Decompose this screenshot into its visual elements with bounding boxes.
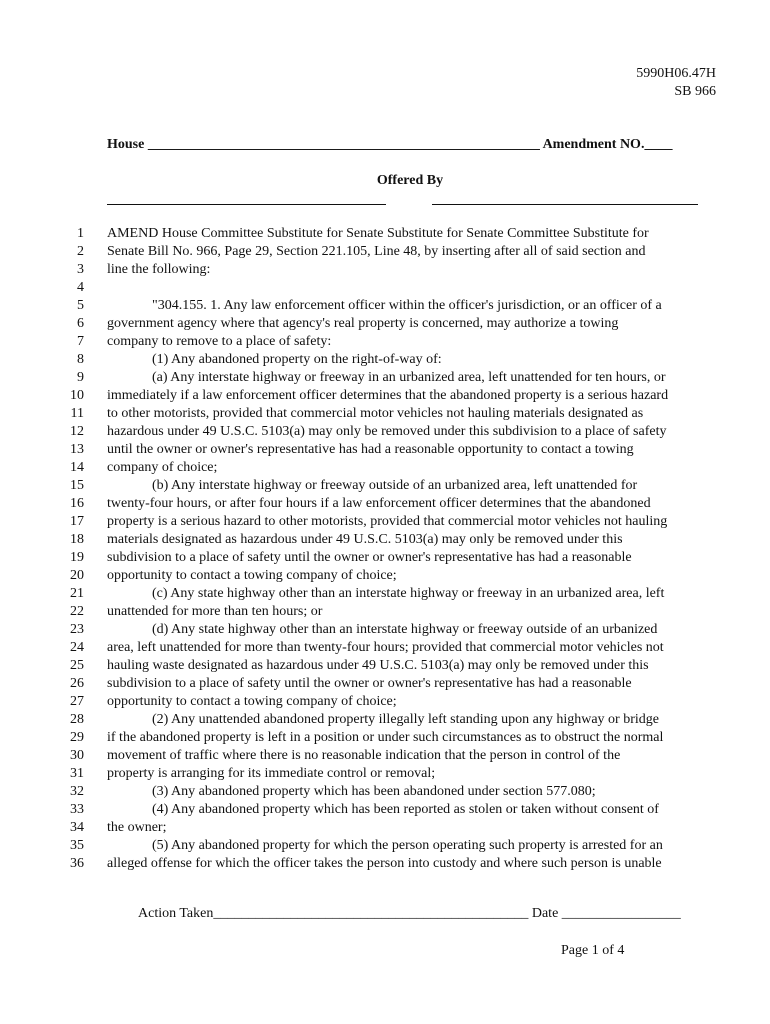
- text-line: [0, 585, 770, 603]
- text-line: [0, 837, 770, 855]
- line-number: 19: [70, 550, 84, 565]
- line-number: 6: [77, 316, 84, 331]
- line-number: 17: [70, 514, 84, 529]
- text-line: [0, 531, 770, 549]
- text-line: [0, 639, 770, 657]
- line-text: company of choice;: [107, 460, 218, 475]
- text-line: [0, 513, 770, 531]
- line-number: 28: [70, 712, 84, 727]
- line-number: 25: [70, 658, 84, 673]
- text-line: [0, 819, 770, 837]
- line-text: opportunity to contact a towing company of choice;: [107, 694, 397, 709]
- line-text: company to remove to a place of safety:: [107, 334, 332, 349]
- line-text: to other motorists, provided that commercial motor vehicles not hauling materials designated as: [107, 406, 644, 421]
- line-text: movement of traffic where there is no reasonable indication that the person in control of the: [107, 748, 621, 763]
- line-text: twenty-four hours, or after four hours if a law enforcement officer determines that the abandoned: [107, 496, 651, 511]
- line-text: alleged offense for which the officer takes the person into custody and where such person is unable: [107, 856, 662, 871]
- line-number: 11: [70, 406, 84, 421]
- line-number: 30: [70, 748, 84, 763]
- line-text: until the owner or owner's representative has had a reasonable opportunity to contact a towing: [107, 442, 634, 457]
- line-number: 24: [70, 640, 84, 655]
- offered-by-label: Offered By: [376, 173, 444, 188]
- text-line: [0, 711, 770, 729]
- offered-by-signature-line-right: [432, 204, 698, 205]
- line-text: (a) Any interstate highway or freeway in an urbanized area, left unattended for ten hours, or: [152, 370, 666, 385]
- line-text: property is arranging for its immediate control or removal;: [107, 766, 436, 781]
- line-number: 32: [70, 784, 84, 799]
- line-text: subdivision to a place of safety until the owner or owner's representative has had a reasonable: [107, 676, 632, 691]
- text-line: [0, 603, 770, 621]
- text-line: [0, 675, 770, 693]
- line-number: 18: [70, 532, 84, 547]
- bill-code-block: [636, 65, 716, 101]
- text-line: [0, 369, 770, 387]
- line-text: the owner;: [107, 820, 167, 835]
- line-text: (5) Any abandoned property for which the person operating such property is arrested for an: [152, 838, 663, 853]
- line-text: (4) Any abandoned property which has been reported as stolen or taken without consent of: [152, 802, 659, 817]
- line-number: 5: [77, 298, 84, 313]
- line-number: 34: [70, 820, 84, 835]
- line-text: materials designated as hazardous under 49 U.S.C. 5103(a) may only be removed under this: [107, 532, 623, 547]
- amendment-text: [0, 225, 770, 873]
- page-number: Page 1 of 4: [561, 943, 625, 958]
- line-number: 2: [77, 244, 84, 259]
- text-line: [0, 747, 770, 765]
- line-number: 35: [70, 838, 84, 853]
- text-line: [0, 333, 770, 351]
- line-text: area, left unattended for more than twenty-four hours; provided that commercial motor vehicles not: [107, 640, 664, 655]
- text-line: [0, 855, 770, 873]
- line-text: (1) Any abandoned property on the right-of-way of:: [152, 352, 442, 367]
- line-text: opportunity to contact a towing company of choice;: [107, 568, 397, 583]
- line-number: 31: [70, 766, 84, 781]
- line-text: hauling waste designated as hazardous under 49 U.S.C. 5103(a) may only be removed under this: [107, 658, 649, 673]
- text-line: [0, 387, 770, 405]
- line-text: property is a serious hazard to other motorists, provided that commercial motor vehicles not hauling: [107, 514, 668, 529]
- line-number: 3: [77, 262, 84, 277]
- offered-by-signature-line-left: [107, 204, 386, 205]
- text-line: [0, 621, 770, 639]
- text-line: [0, 243, 770, 261]
- line-text: unattended for more than ten hours; or: [107, 604, 323, 619]
- text-line: [0, 225, 770, 243]
- text-line: [0, 261, 770, 279]
- text-line: [0, 279, 770, 297]
- line-text: (d) Any state highway other than an interstate highway or freeway outside of an urbanized: [152, 622, 658, 637]
- bill-code: 5990H06.47H: [636, 66, 716, 81]
- line-number: 10: [70, 388, 84, 403]
- line-number: 12: [70, 424, 84, 439]
- text-line: [0, 729, 770, 747]
- line-number: 20: [70, 568, 84, 583]
- text-line: [0, 765, 770, 783]
- text-line: [0, 315, 770, 333]
- text-line: [0, 441, 770, 459]
- line-number: 9: [77, 370, 84, 385]
- line-number: 26: [70, 676, 84, 691]
- text-line: [0, 693, 770, 711]
- line-number: 36: [70, 856, 84, 871]
- line-text: AMEND House Committee Substitute for Senate Substitute for Senate Committee Substitute for: [107, 226, 649, 241]
- line-text: immediately if a law enforcement officer determines that the abandoned property is a serious hazard: [107, 388, 669, 403]
- line-text: (c) Any state highway other than an interstate highway or freeway in an urbanized area, left: [152, 586, 665, 601]
- house-amendment-line: House ________________________________________________________ Amendment NO.____: [107, 137, 673, 152]
- line-number: 4: [77, 280, 84, 295]
- line-number: 7: [77, 334, 84, 349]
- line-text: hazardous under 49 U.S.C. 5103(a) may only be removed under this subdivision to a place of safety: [107, 424, 667, 439]
- text-line: [0, 495, 770, 513]
- text-line: [0, 459, 770, 477]
- text-line: [0, 351, 770, 369]
- text-line: [0, 423, 770, 441]
- text-line: [0, 549, 770, 567]
- line-number: 8: [77, 352, 84, 367]
- line-text: line the following:: [107, 262, 211, 277]
- line-number: 13: [70, 442, 84, 457]
- line-number: 1: [77, 226, 84, 241]
- line-text: (3) Any abandoned property which has been abandoned under section 577.080;: [152, 784, 596, 799]
- line-number: 14: [70, 460, 84, 475]
- bill-number: SB 966: [674, 84, 716, 99]
- text-line: [0, 657, 770, 675]
- action-taken-line: Action Taken_____________________________________________ Date _________________: [138, 906, 681, 921]
- line-number: 27: [70, 694, 84, 709]
- text-line: [0, 567, 770, 585]
- line-text: "304.155. 1. Any law enforcement officer within the officer's jurisdiction, or an officer of a: [152, 298, 662, 313]
- line-text: if the abandoned property is left in a position or under such circumstances as to obstruct the normal: [107, 730, 664, 745]
- text-line: [0, 783, 770, 801]
- line-text: (b) Any interstate highway or freeway outside of an urbanized area, left unattended for: [152, 478, 638, 493]
- line-text: subdivision to a place of safety until the owner or owner's representative has had a reasonable: [107, 550, 632, 565]
- text-line: [0, 801, 770, 819]
- text-line: [0, 405, 770, 423]
- line-number: 21: [70, 586, 84, 601]
- line-text: Senate Bill No. 966, Page 29, Section 221.105, Line 48, by inserting after all of said section and: [107, 244, 646, 259]
- line-number: 23: [70, 622, 84, 637]
- line-number: 15: [70, 478, 84, 493]
- line-text: (2) Any unattended abandoned property illegally left standing upon any highway or bridge: [152, 712, 659, 727]
- line-number: 22: [70, 604, 84, 619]
- line-text: government agency where that agency's real property is concerned, may authorize a towing: [107, 316, 619, 331]
- text-line: [0, 297, 770, 315]
- line-number: 33: [70, 802, 84, 817]
- text-line: [0, 477, 770, 495]
- line-number: 29: [70, 730, 84, 745]
- line-number: 16: [70, 496, 84, 511]
